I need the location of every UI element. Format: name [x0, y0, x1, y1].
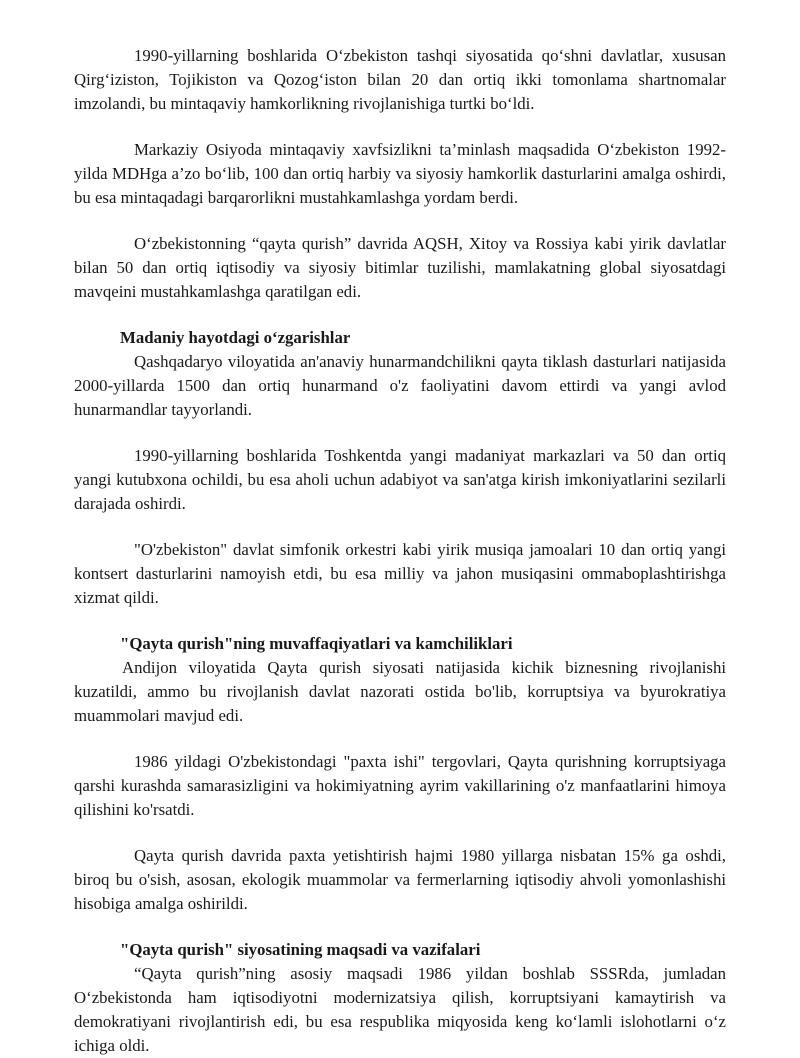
paragraph: “Qayta qurish”ning asosiy maqsadi 1986 yildan boshlab SSSRda, jumladan O‘zbekistonda ham iqtisodiyotni modernizatsiya qilish, korruptsiyani kamaytirish va demokratiyani rivojlantirish edi, bu esa respublika miqyosida keng ko‘lamli islohotlarni o‘z ichiga oldi. [74, 964, 726, 1055]
paragraph: 1990-yillarning boshlarida O‘zbekiston tashqi siyosatida qo‘shni davlatlar, xususan Qirg‘iziston, Tojikiston va Qozog‘iston bilan 20 dan ortiq ikki tomonlama shartnomalar imzolandi, bu mintaqaviy hamkorlikning rivojlanishiga turtki bo‘ldi. [74, 46, 726, 113]
paragraph: Andijon viloyatida Qayta qurish siyosati natijasida kichik biznesning rivojlanishi kuzatildi, ammo bu rivojlanish davlat nazorati ostida bo'lib, korruptsiya va byurokratiya muammolari mavjud edi. [74, 658, 726, 725]
document-page [74, 44, 726, 1058]
paragraph: Qayta qurish davrida paxta yetishtirish hajmi 1980 yillarga nisbatan 15% ga oshdi, biroq bu o'sish, asosan, ekologik muammolar va fermerlarning iqtisodiy ahvoli yomonlashishi hisobiga amalga oshirildi. [74, 846, 726, 913]
paragraph: 1990-yillarning boshlarida Toshkentda yangi madaniyat markazlari va 50 dan ortiq yangi kutubxona ochildi, bu esa aholi uchun adabiyot va san'atga kirish imkoniyatlarini sezilarli darajada oshirdi. [74, 446, 726, 513]
paragraph: 1986 yildagi O'zbekistondagi "paxta ishi" tergovlari, Qayta qurishning korruptsiyaga qarshi kurashda samarasizligini va hokimiyatning ayrim vakillarining o'z manfaatlarini himoya qilishini ko'rsatdi. [74, 752, 726, 819]
section-heading: Madaniy hayotdagi o‘zgarishlar [120, 328, 351, 347]
section-heading: "Qayta qurish" siyosatining maqsadi va vazifalari [120, 940, 481, 959]
paragraph: Qashqadaryo viloyatida an'anaviy hunarmandchilikni qayta tiklash dasturlari natijasida 2000-yillarda 1500 dan ortiq hunarmand o'z faoliyatini davom ettirdi va yangi avlod hunarmandlar tayyorlandi. [74, 352, 726, 419]
section-heading: "Qayta qurish"ning muvaffaqiyatlari va kamchiliklari [120, 634, 513, 653]
paragraph: Markaziy Osiyoda mintaqaviy xavfsizlikni ta’minlash maqsadida O‘zbekiston 1992-yilda MDHga a’zo bo‘lib, 100 dan ortiq harbiy va siyosiy hamkorlik dasturlarini amalga oshirdi, bu esa mintaqadagi barqarorlikni mustahkamlashga yordam berdi. [74, 140, 726, 207]
paragraph: "O'zbekiston" davlat simfonik orkestri kabi yirik musiqa jamoalari 10 dan ortiq yangi kontsert dasturlarini namoyish etdi, bu esa milliy va jahon musiqasini ommaboplashtirishga xizmat qildi. [74, 540, 726, 607]
paragraph: O‘zbekistonning “qayta qurish” davrida AQSH, Xitoy va Rossiya kabi yirik davlatlar bilan 50 dan ortiq iqtisodiy va siyosiy bitimlar tuzilishi, mamlakatning global siyosatdagi mavqeini mustahkamlashga qaratilgan edi. [74, 234, 726, 301]
